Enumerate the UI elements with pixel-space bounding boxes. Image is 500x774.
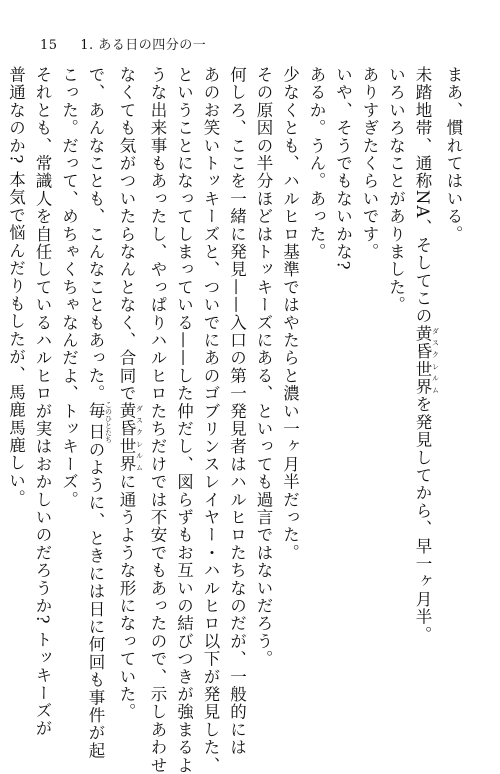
text-line: 普通なのか? 本気で悩んだりもしたが、馬鹿馬鹿しい。 [6, 66, 26, 508]
text-line: あのお笑いトッキーズと、ついでにあのゴブリンスレイヤー・ハルヒロ以下が発見した、 [201, 66, 220, 774]
text-line: いろいろなことがありました。 [386, 66, 406, 314]
text-line: 少なくとも、ハルヒロ基準ではやたらと濃い一ヶ月半だった。 [280, 66, 300, 562]
text-line: まあ、慣れてはいる。 [444, 66, 463, 243]
text-line: あるか。うん。あった。 [307, 66, 326, 261]
vertical-body-text [6, 66, 466, 774]
text-line: その原因の半分ほどはトッキーズにある、といっても過言ではないだろう。 [254, 66, 273, 668]
ruby-annotation: 毎日 このひとたち [86, 400, 113, 443]
text-line: いや、そうでもないかな? [333, 66, 353, 271]
text-line: こった。だって、めちゃくちゃなんだよ、トッキーズ。 [59, 66, 79, 509]
text-line: 未踏地帯、通称NA、そしてこの黄昏世界 ダスクレルムを発見してから、早一ヶ月半。 [413, 66, 440, 644]
text-line: うな出来事もあったし、やっぱりハルヒロたちだけでは不安でもあったので、示しあわせ [148, 66, 167, 774]
text-line: ありすぎたくらいです。 [360, 66, 379, 261]
chapter-title: 1. ある日の四分の一 [80, 38, 207, 53]
text-line: 何しろ、ここを一緒に発見——入口の第一発見者はハルヒロたちなのだが、一般的には [227, 66, 247, 757]
text-line: それとも、常識人を自任しているハルヒロが実はおかしいのだろうか? トッキーズが [33, 66, 52, 738]
page-number: 15 [40, 38, 58, 53]
running-header [40, 34, 206, 53]
text-line: なくても気がついたらなんとなく、合同で黄昏世界 ダスクレルムに通うような形になっていた。 [117, 66, 144, 721]
ruby-annotation: 黄昏世界 ダスクレルム [117, 402, 144, 474]
text-line: ということになってしまっている——した仲だし、図らずもお互いの結びつきが強まるよ [174, 66, 194, 774]
text-line: で、あんなことも、こんなこともあった。毎日 このひとたちのように、ときには日に何回も事件が起 [86, 66, 113, 760]
ruby-annotation: 黄昏世界 ダスクレルム [413, 324, 440, 396]
